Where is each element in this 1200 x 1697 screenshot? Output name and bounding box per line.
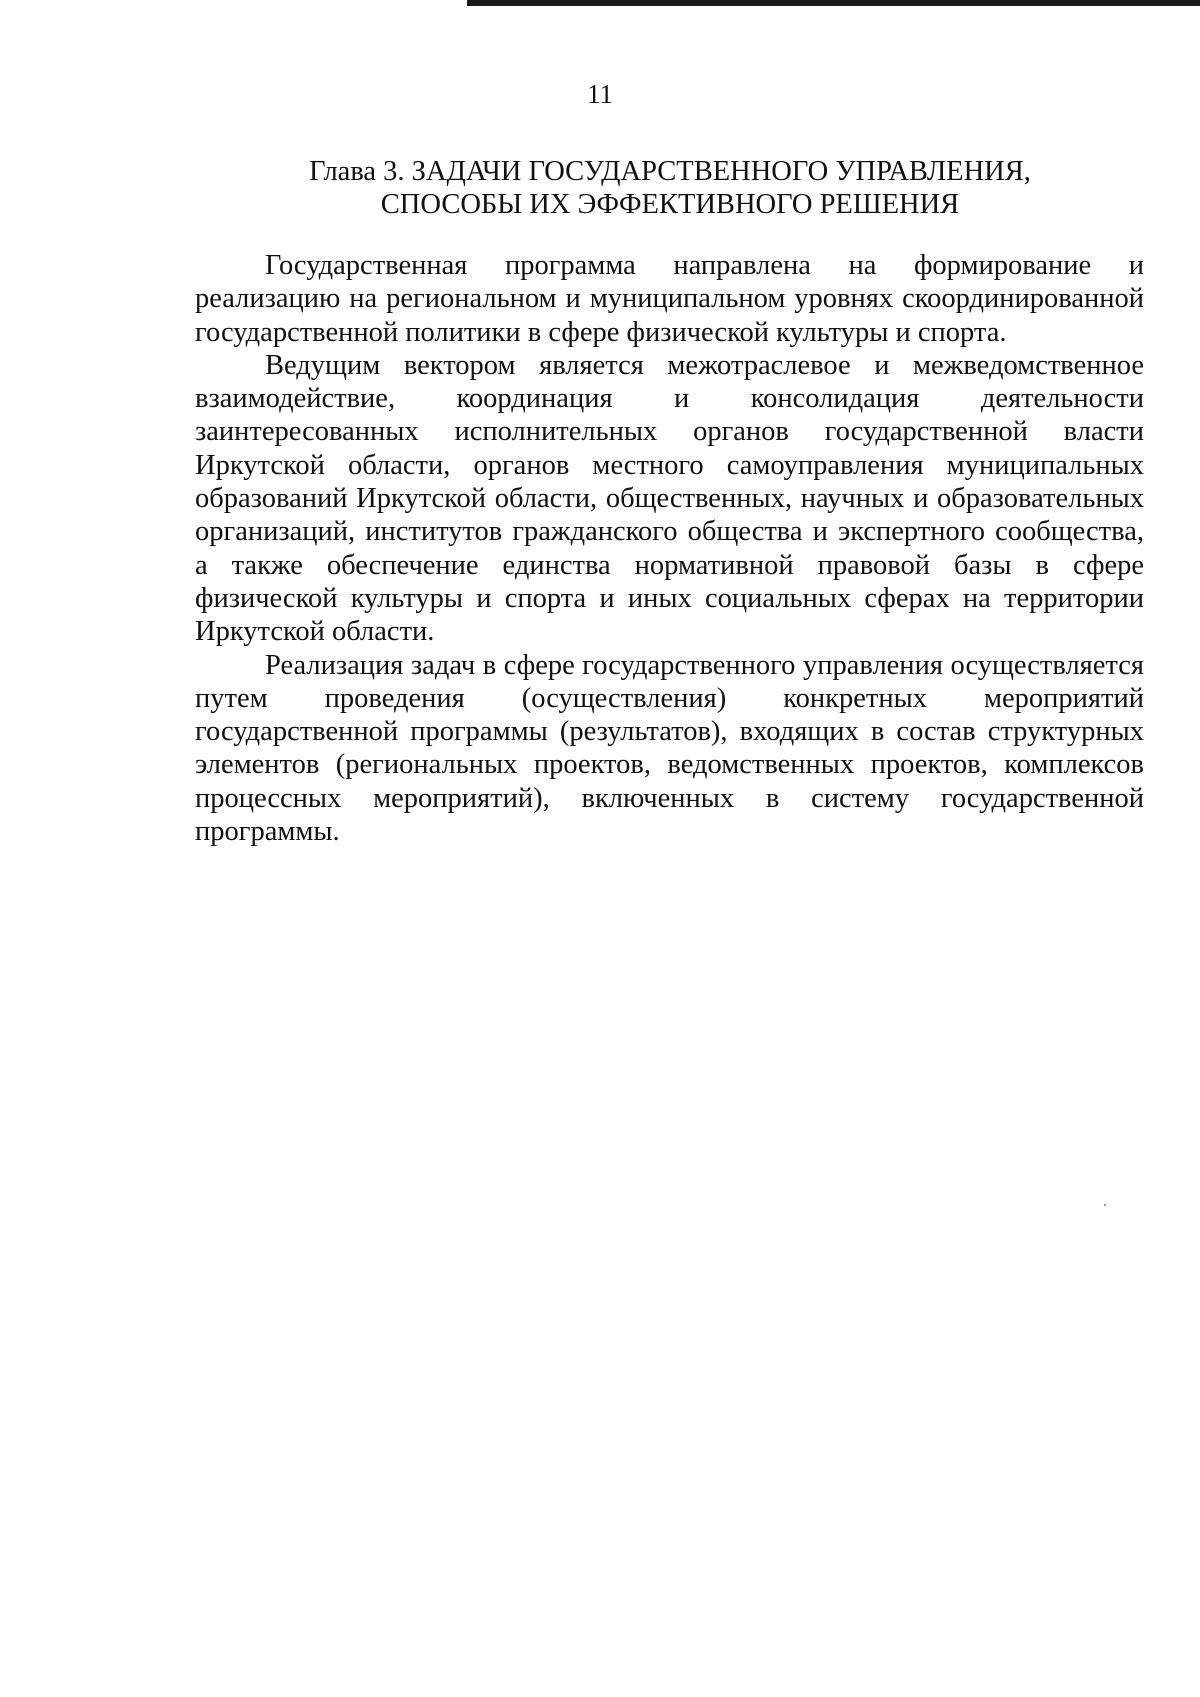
page-number: 11	[587, 79, 613, 109]
chapter-title	[250, 155, 1090, 221]
scan-speck	[1104, 1204, 1106, 1206]
top-rule	[467, 0, 1200, 6]
paragraph-2: Ведущим вектором является межотраслевое и межведомственное взаимодействие, координация и консолидация деятельности заинтересованных исполнительных органов государственной власти Иркутской области, органов местного самоуправления муниципальных образований Иркутской области, общественных, научных и образовательных организаций, институтов гражданского общества и экспертного сообщества, а также обеспечение единства нормативной правовой базы в сфере физической культуры и спорта и иных социальных сферах на территории Иркутской области.	[195, 349, 1144, 648]
paragraph-1: Государственная программа направлена на формирование и реализацию на региональном и муниципальном уровнях скоординированной государственной политики в сфере физической культуры и спорта.	[195, 250, 1144, 348]
body-text	[195, 249, 1144, 848]
paragraph-3: Реализация задач в сфере государственного управления осуществляется путем проведения (осуществления) конкретных мероприятий государственной программы (результатов), входящих в состав структурных элементов (региональных проектов, ведомственных проектов, комплексов процессных мероприятий), включенных в систему государственной программы.	[195, 649, 1144, 848]
chapter-title-line-2: СПОСОБЫ ИХ ЭФФЕКТИВНОГО РЕШЕНИЯ	[380, 189, 960, 220]
chapter-title-line-1: Глава 3. ЗАДАЧИ ГОСУДАРСТВЕННОГО УПРАВЛЕНИЯ,	[309, 156, 1031, 187]
